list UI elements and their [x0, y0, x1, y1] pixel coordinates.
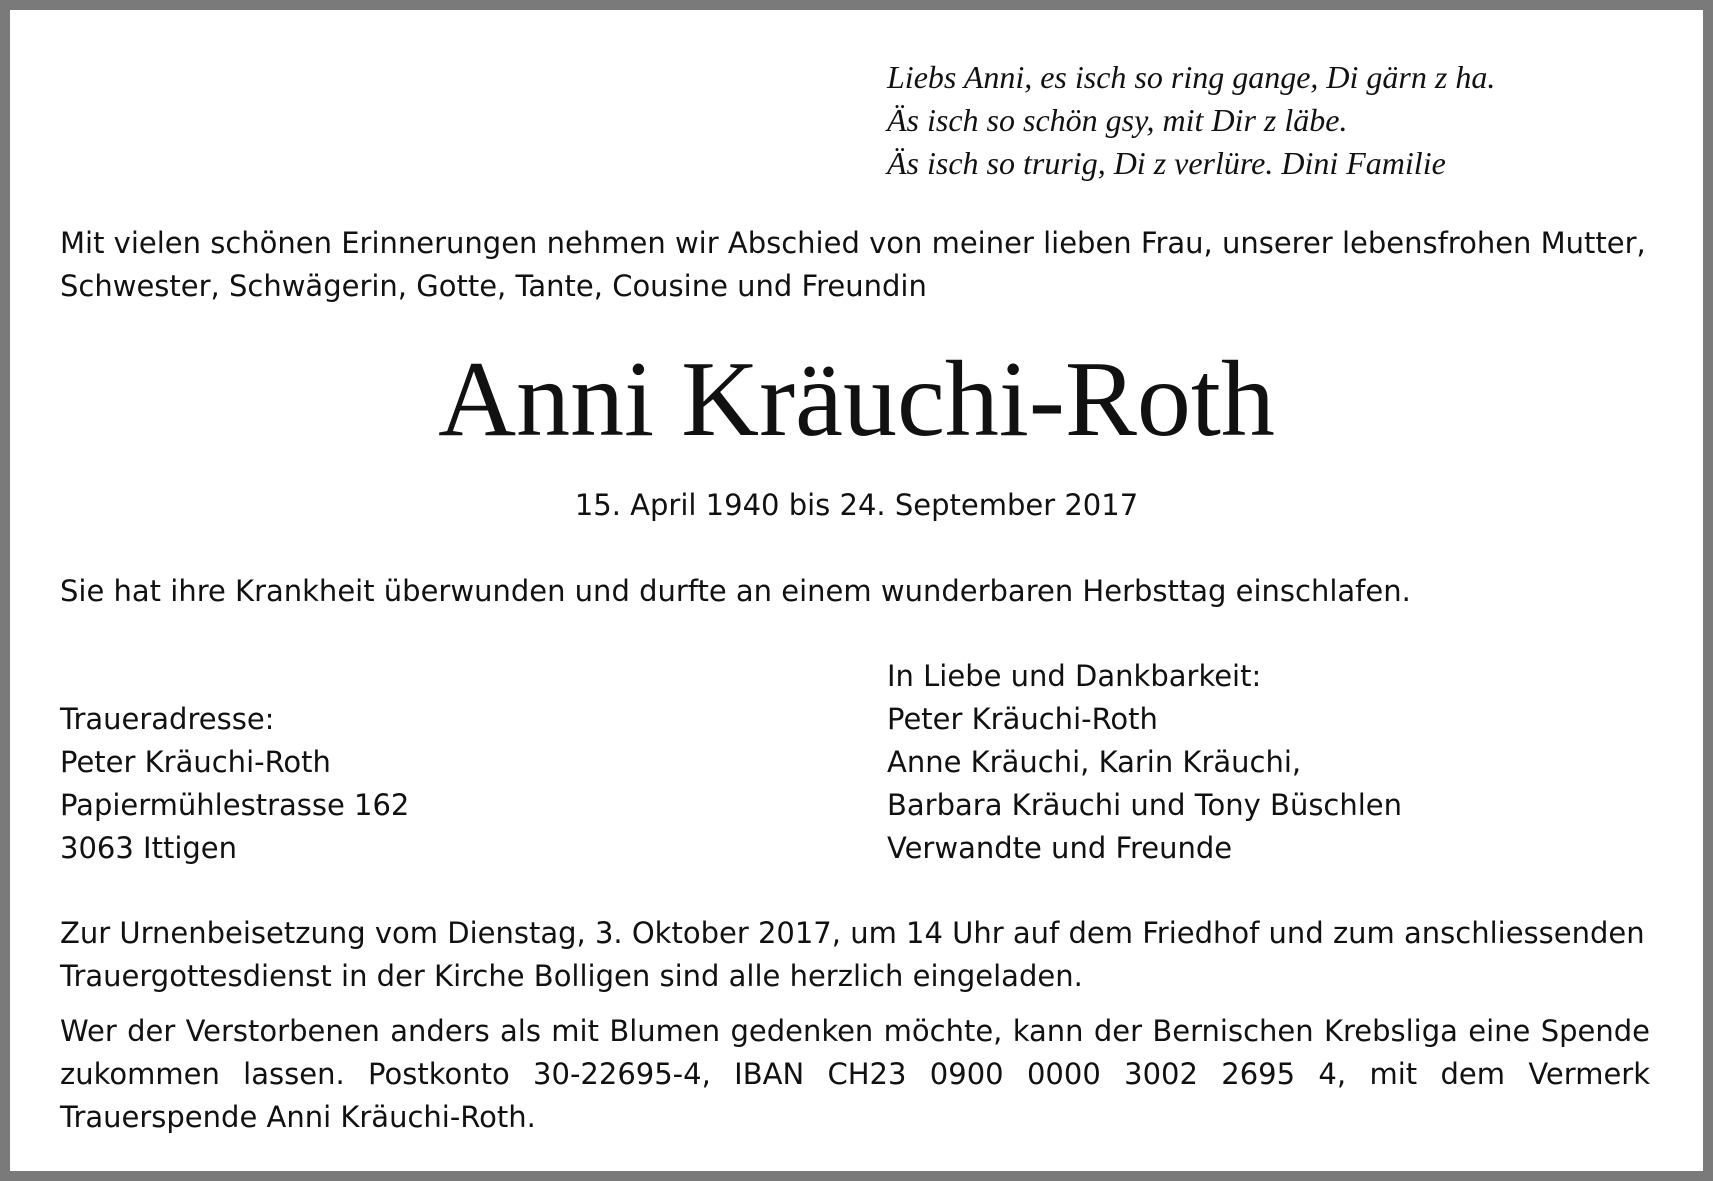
intro-text: Mit vielen schönen Erinnerungen nehmen wir Abschied von meiner lieben Frau, unserer lebensfrohen Mutter, Schwester, Schwägerin, Gotte, Tante, Cousine und Freundin [60, 226, 1646, 303]
mourning-address-heading: Traueradresse: [60, 702, 275, 736]
deceased-name: Anni Kräuchi-Roth [438, 340, 1275, 459]
poem-line: Äs isch so trurig, Di z verlüre. Dini Familie [887, 145, 1446, 181]
mourning-address-line: 3063 Ittigen [60, 831, 238, 865]
family-line: Anne Kräuchi, Karin Kräuchi, [887, 745, 1302, 779]
donation-text: Wer der Verstorbenen anders als mit Blumen gedenken möchte, kann der Bernischen Krebsliga eine Spende zukommen lassen. Postkonto 30-22695-4, IBAN CH23 0900 0000 3002 2695 4, mit dem Vermerk Trauerspende Anni Kräuchi-Roth. [60, 1014, 1650, 1134]
poem [887, 56, 1495, 185]
illness-text: Sie hat ihre Krankheit überwunden und durfte an einem wunderbaren Herbsttag einschlafen. [60, 574, 1411, 608]
mourning-address-line: Papiermühlestrasse 162 [60, 788, 410, 822]
burial-text: Zur Urnenbeisetzung vom Dienstag, 3. Oktober 2017, um 14 Uhr auf dem Friedhof und zum anschliessenden Trauergottesdienst in der Kirche Bolligen sind alle herzlich eingeladen. [60, 916, 1645, 993]
life-dates: 15. April 1940 bis 24. September 2017 [574, 488, 1139, 522]
family-line: Peter Kräuchi-Roth [887, 702, 1158, 736]
mourning-address [60, 698, 409, 870]
family-heading: In Liebe und Dankbarkeit: [887, 659, 1262, 693]
obituary-card [10, 10, 1703, 1171]
family-line: Verwandte und Freunde [887, 831, 1233, 865]
family-signature [887, 655, 1402, 870]
family-line: Barbara Kräuchi und Tony Büschlen [887, 788, 1403, 822]
poem-line: Äs isch so schön gsy, mit Dir z läbe. [887, 102, 1348, 138]
mourning-address-line: Peter Kräuchi-Roth [60, 745, 331, 779]
poem-line: Liebs Anni, es isch so ring gange, Di gärn z ha. [887, 59, 1496, 95]
